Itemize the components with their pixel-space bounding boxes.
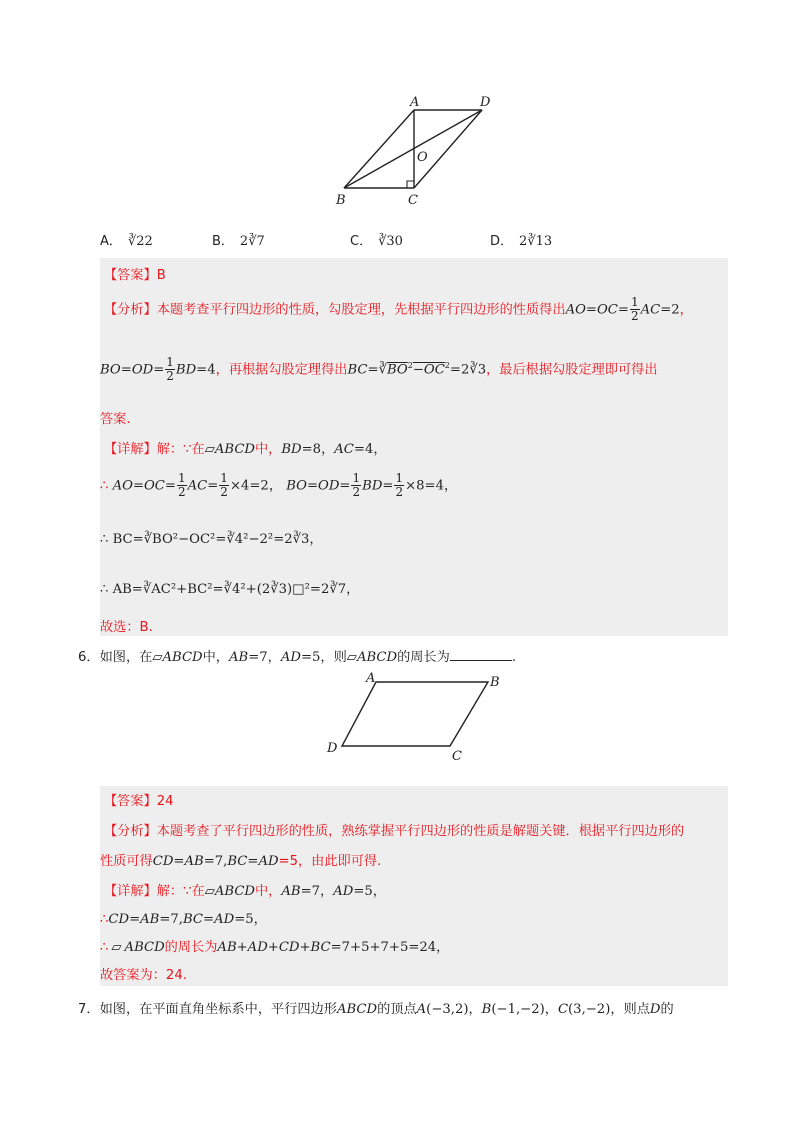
label-d: D: [480, 95, 491, 110]
q6-stem: 6．如图，在▱ABCD中，AB=7，AD=5，则▱ABCD的周长为 .: [78, 650, 517, 665]
q7-stem: 7．如图，在平面直角坐标系中，平行四边形ABCD的顶点A(−3,2)，B(−1,−2)，C(3,−2)，则点D的: [78, 1002, 674, 1017]
side-dc: [414, 110, 482, 188]
diagonal-bd: [344, 110, 482, 188]
q6-analysis-line2: 性质可得CD=AB=7,BC=AD=5，由此即可得.: [100, 854, 382, 869]
label-b: B: [490, 675, 500, 690]
q5-analysis-line3: 答案.: [100, 412, 131, 427]
choice-a[interactable]: A． ∛22: [100, 234, 153, 249]
q5-solution-box: [100, 258, 728, 636]
q6-detail-line2: ∴CD=AB=7,BC=AD=5，: [100, 912, 267, 927]
q6-detail-line4: 故答案为：24.: [100, 968, 187, 983]
q6-answer: 【答案】24: [104, 794, 174, 809]
choice-b[interactable]: B． 2∛7: [212, 234, 265, 249]
label-c: C: [408, 193, 418, 208]
q5-analysis-line1: 【分析】本题考查平行四边形的性质，勾股定理，先根据平行四边形的性质得出AO=OC= $\frac{1}{2}$ AC=2，: [104, 295, 693, 323]
label-d: D: [327, 741, 338, 756]
fraction-half: $\frac{1}{2}$: [220, 471, 228, 499]
label-a: A: [410, 95, 420, 110]
figure-parallelogram-abcd: [322, 668, 512, 768]
choice-c[interactable]: C． ∛30: [350, 234, 403, 249]
q5-detail-line2: ∴ AO=OC= $\frac{1}{2}$ AC= $\frac{1}{2}$ ×4=2， BO=OD= $\frac{1}{2}$ BD= $\frac{1}{2}$ ×8=4，: [100, 471, 458, 499]
q5-answer: 【答案】B: [104, 268, 166, 283]
fraction-half: $\frac{1}{2}$: [177, 471, 186, 499]
q5-detail-line1: 【详解】解：∵在▱ABCD中，BD=8，AC=4，: [104, 442, 387, 457]
fraction-half: $\frac{1}{2}$: [630, 295, 639, 323]
label-c: C: [452, 749, 462, 764]
label-b: B: [336, 193, 346, 208]
right-angle-mark: [407, 181, 414, 188]
q5-analysis-line2: BO=OD= $\frac{1}{2}$ BD=4，再根据勾股定理得出$BC=∛\overline{BO}^2-\overline{OC}^2=2∛3$，最后根据勾股定理即可得出: [100, 355, 658, 383]
figure-parallelogram-abcd-diagonals: [330, 92, 500, 210]
side-ba: [344, 110, 414, 188]
q6-detail-line1: 【详解】解：∵在▱ABCD中，AB=7，AD=5，: [104, 884, 386, 899]
q5-detail-line5: 故选：B.: [100, 620, 153, 635]
q5-detail-line3: ∴ BC=∛BO²−OC²=∛4²−2²=2∛3，: [100, 532, 323, 547]
choice-d[interactable]: D． 2∛13: [490, 234, 553, 249]
answer-blank[interactable]: [450, 648, 512, 661]
q5-detail-line4: ∴ AB=∛AC²+BC²=∛4²+(2∛3)□²=2∛7，: [100, 582, 360, 597]
label-o: O: [417, 150, 428, 165]
fraction-half: $\frac{1}{2}$: [352, 471, 361, 499]
q6-solution-box: [100, 786, 728, 986]
label-a: A: [366, 671, 376, 686]
parallelogram: [342, 682, 488, 746]
fraction-half: $\frac{1}{2}$: [395, 471, 404, 499]
fraction-half: $\frac{1}{2}$: [166, 355, 174, 383]
q6-analysis-line1: 【分析】本题考查了平行四边形的性质，熟练掌握平行四边形的性质是解题关键．根据平行四边形的: [104, 824, 685, 839]
choice-list: [100, 230, 720, 252]
q6-detail-line3: ∴ ▱ ABCD的周长为AB+AD+CD+BC=7+5+7+5=24，: [100, 940, 450, 955]
